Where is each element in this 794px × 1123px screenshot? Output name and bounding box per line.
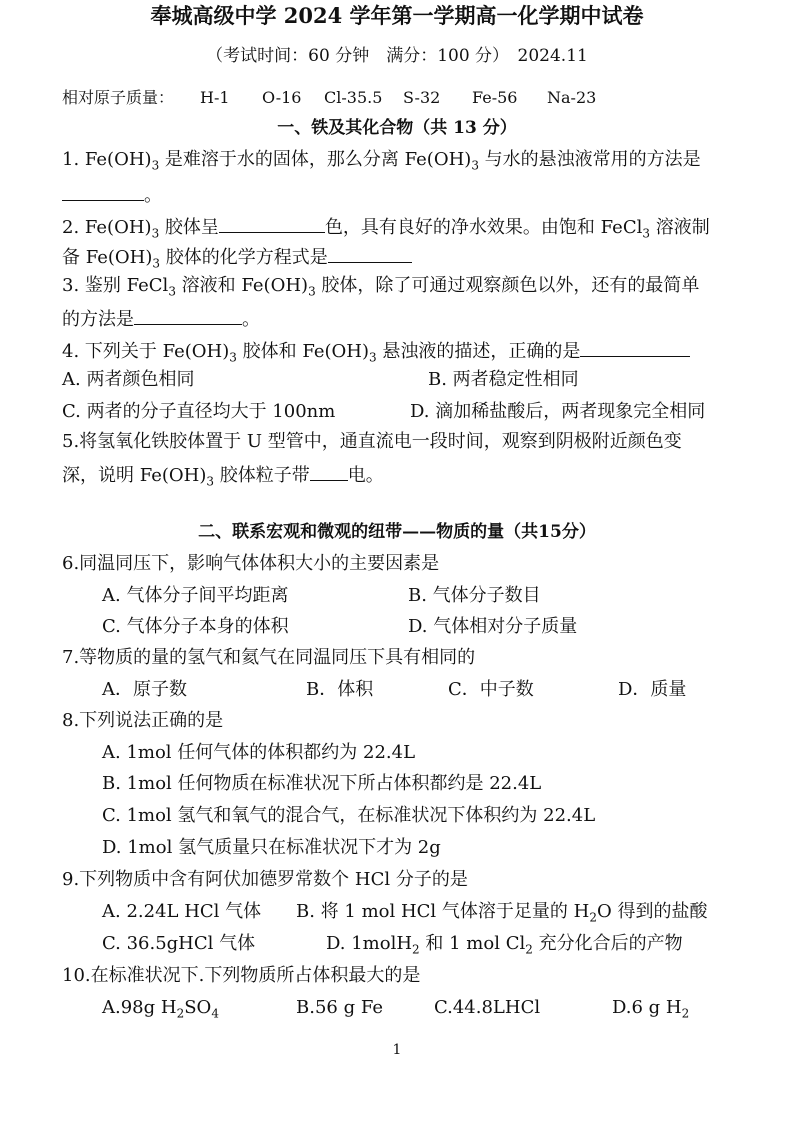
- atomic-mass-fe: Fe-56: [472, 88, 518, 107]
- q3-answer-blank[interactable]: [134, 306, 242, 325]
- atomic-mass-h: H-1: [200, 88, 230, 107]
- exam-title: 奉城高级中学 2024 学年第一学期高一化学期中试卷: [150, 3, 644, 28]
- q8-option-a[interactable]: A. 1mol 任何气体的体积都约为 22.4L: [102, 742, 416, 763]
- section1-title: 一、铁及其化合物（共 13 分）: [277, 118, 517, 138]
- q6-option-b[interactable]: B. 气体分子数目: [408, 585, 541, 606]
- page-number: 1: [392, 1042, 402, 1058]
- q2-color-blank[interactable]: [219, 214, 325, 233]
- q3-line1: 3. 鉴别 FeCl$_3$ 溶液和 $Fe(OH)_3$ 胶体，除了可通过观察颜色以外，还有的最简单: [62, 275, 700, 299]
- q7-option-a[interactable]: A．原子数: [102, 679, 187, 700]
- q9-stem: 9.下列物质中含有阿伏加德罗常数个 HCl 分子的是: [62, 869, 468, 890]
- q1-line1: 1. $Fe(OH)_3$ 是难溶于水的固体，那么分离 $Fe(OH)_3$ 与水的悬浊液常用的方法是: [62, 149, 701, 173]
- q2-equation-blank[interactable]: [328, 244, 412, 263]
- q4-option-b[interactable]: B. 两者稳定性相同: [428, 369, 579, 390]
- q6-option-a[interactable]: A. 气体分子间平均距离: [102, 585, 289, 606]
- q2-line2: 备 $Fe(OH)_3$ 胶体的化学方程式是: [62, 244, 412, 270]
- q1-line2: 。: [62, 182, 162, 208]
- q10-option-c[interactable]: C.44.8LHCl: [434, 997, 541, 1018]
- q10-option-d[interactable]: D.6 g $H_2$: [612, 997, 690, 1021]
- atomic-masses-label: 相对原子质量：: [62, 88, 175, 107]
- q10-option-b[interactable]: B.56 g Fe: [296, 997, 383, 1018]
- atomic-mass-s: S-32: [403, 88, 441, 107]
- q7-option-d[interactable]: D．质量: [618, 679, 687, 700]
- q4-stem: 4. 下列关于 $Fe(OH)_3$ 胶体和 $Fe(OH)_3$ 悬浊液的描述，正确的是: [62, 338, 690, 364]
- q4-answer-blank[interactable]: [580, 338, 690, 357]
- q9-option-d[interactable]: D. 1molH$_2$ 和 1 mol $Cl_2$ 充分化合后的产物: [326, 933, 683, 957]
- section2-title: 二、联系宏观和微观的纽带——物质的量（共15分）: [198, 522, 596, 542]
- q8-option-b[interactable]: B. 1mol 任何物质在标准状况下所占体积都约是 22.4L: [102, 773, 542, 794]
- q5-charge-blank[interactable]: [310, 462, 348, 481]
- atomic-mass-cl: Cl-35.5: [324, 88, 383, 107]
- q7-stem: 7.等物质的量的氢气和氦气在同温同压下具有相同的: [62, 647, 476, 668]
- q8-option-c[interactable]: C. 1mol 氢气和氧气的混合气，在标准状况下体积约为 22.4L: [102, 805, 596, 826]
- q7-option-b[interactable]: B．体积: [306, 679, 374, 700]
- q9-option-a[interactable]: A. 2.24L HCl 气体: [102, 901, 262, 922]
- q4-option-d[interactable]: D. 滴加稀盐酸后，两者现象完全相同: [410, 401, 706, 422]
- exam-info: （考试时间：60 分钟 满分：100 分） 2024.11: [206, 46, 588, 66]
- q2-line1: 2. $Fe(OH)_3$ 胶体呈 色，具有良好的净水效果。由饱和 FeCl$_3$ 溶液制: [62, 214, 710, 240]
- q5-line1: 5.将氢氧化铁胶体置于 U 型管中，通直流电一段时间，观察到阴极附近颜色变: [62, 431, 682, 452]
- atomic-masses-row: [62, 86, 174, 110]
- atomic-mass-o: O-16: [262, 88, 302, 107]
- q7-option-c[interactable]: C．中子数: [448, 679, 534, 700]
- q4-option-c[interactable]: C. 两者的分子直径均大于 100nm: [62, 401, 336, 422]
- q4-option-a[interactable]: A. 两者颜色相同: [62, 369, 195, 390]
- q6-option-d[interactable]: D. 气体相对分子质量: [408, 616, 578, 637]
- q9-option-b[interactable]: B. 将 1 mol HCl 气体溶于足量的 $H_2O$ 得到的盐酸: [296, 901, 708, 925]
- q5-line2: 深，说明 $Fe(OH)_3$ 胶体粒子带 电。: [62, 462, 384, 488]
- atomic-mass-na: Na-23: [547, 88, 597, 107]
- q1-answer-blank[interactable]: [62, 182, 144, 201]
- q9-option-c[interactable]: C. 36.5gHCl 气体: [102, 933, 256, 954]
- q8-option-d[interactable]: D. 1mol 氢气质量只在标准状况下才为 2g: [102, 837, 441, 858]
- q8-stem: 8.下列说法正确的是: [62, 710, 224, 731]
- q6-stem: 6.同温同压下，影响气体体积大小的主要因素是: [62, 553, 440, 574]
- q6-option-c[interactable]: C. 气体分子本身的体积: [102, 616, 289, 637]
- q10-stem: 10.在标准状况下.下列物质所占体积最大的是: [62, 965, 421, 986]
- q3-line2: 的方法是 。: [62, 306, 260, 332]
- q10-option-a[interactable]: A.98g $H_2SO_4$: [102, 997, 219, 1021]
